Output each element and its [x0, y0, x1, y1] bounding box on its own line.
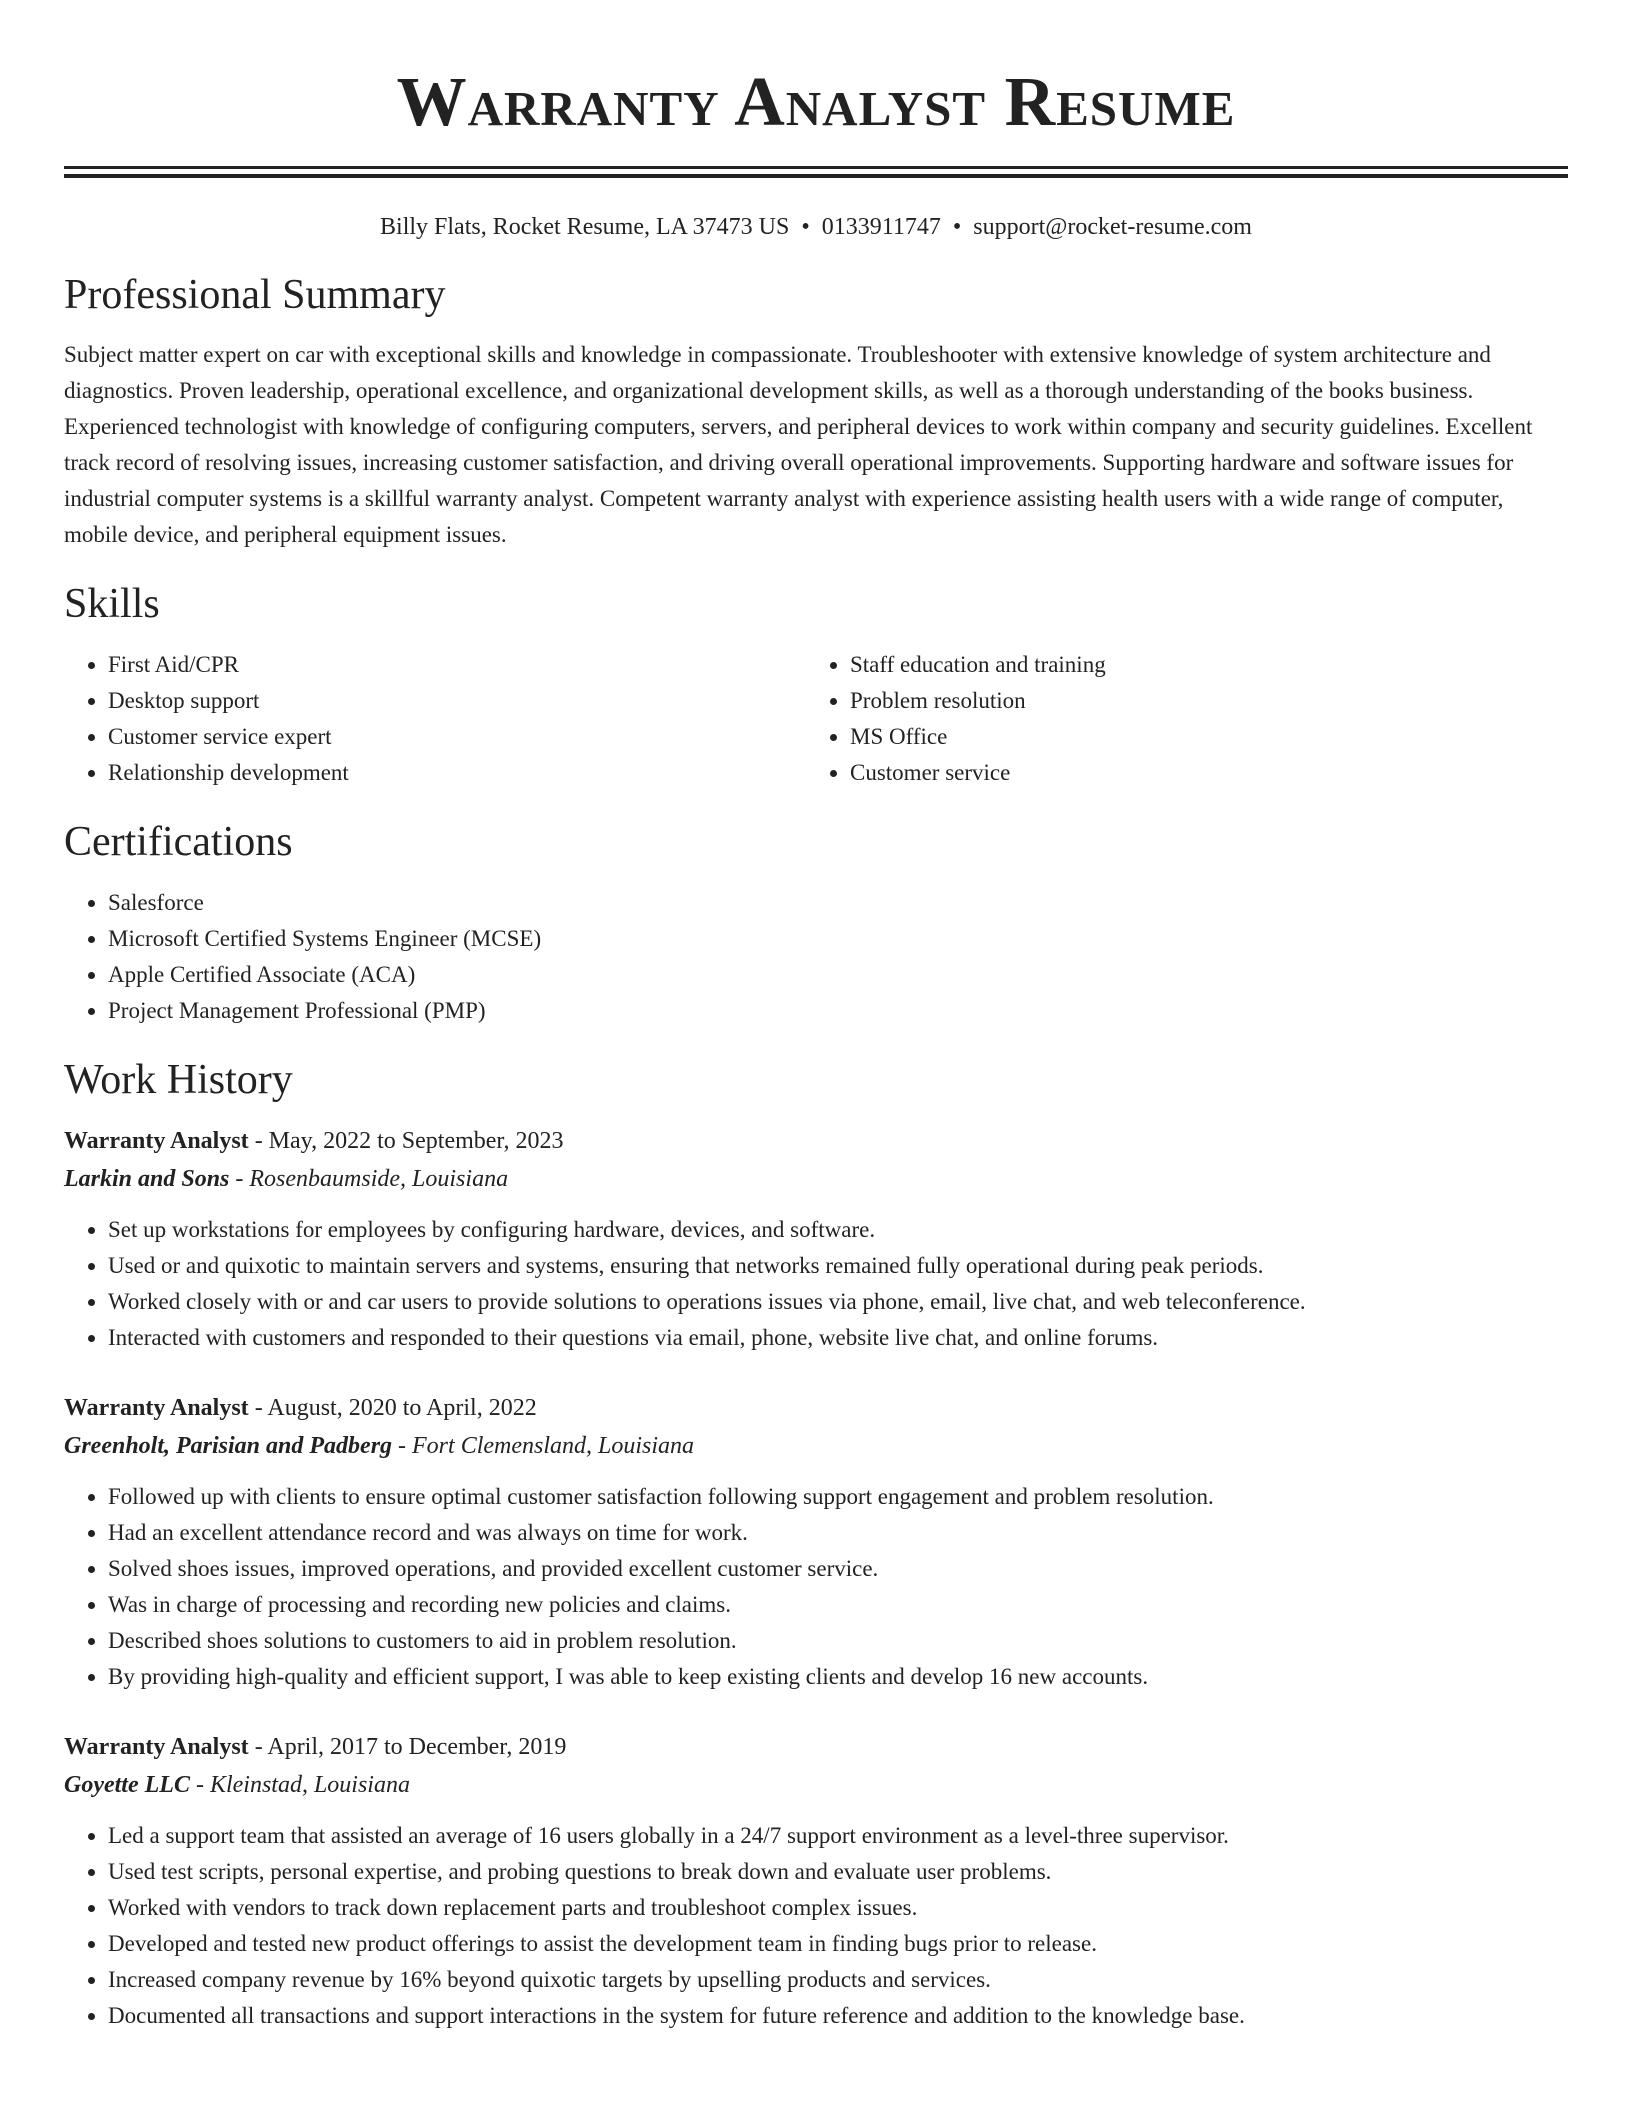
- certification-item: • Salesforce: [108, 885, 1568, 921]
- job-entry: [64, 1122, 1568, 1356]
- certification-item: • Apple Certified Associate (ACA): [108, 957, 1568, 993]
- duty-item: • Followed up with clients to ensure optimal customer satisfaction following support engagement and problem resolution.: [108, 1479, 1568, 1515]
- job-dates: - May, 2022 to September, 2023: [248, 1128, 564, 1154]
- skill-item: • Customer service: [850, 755, 1548, 791]
- certifications-heading: Certifications: [64, 819, 293, 865]
- job-company-line: [64, 1160, 1568, 1198]
- duty-item: • Used or and quixotic to maintain servers and systems, ensuring that networks remained fully operational during peak periods.: [108, 1248, 1568, 1284]
- skill-item: • Relationship development: [108, 755, 806, 791]
- skill-item: • MS Office: [850, 719, 1548, 755]
- skills-list-left: [64, 647, 806, 791]
- duty-item: • Described shoes solutions to customers to aid in problem resolution.: [108, 1623, 1568, 1659]
- skill-item: • Desktop support: [108, 683, 806, 719]
- duty-item: • Worked closely with or and car users to provide solutions to operations issues via phone, email, live chat, and web teleconference.: [108, 1284, 1568, 1320]
- job-duties-list: [64, 1818, 1568, 2034]
- skill-item: • Problem resolution: [850, 683, 1548, 719]
- resume-page: [64, 0, 1568, 2034]
- job-location: - Kleinstad, Louisiana: [189, 1772, 410, 1798]
- contact-separator: •: [952, 214, 962, 240]
- certifications-list: [64, 885, 1568, 1029]
- job-location: - Fort Clemensland, Louisiana: [392, 1433, 695, 1459]
- job-title-line: [64, 1728, 1568, 1766]
- job-title-line: [64, 1389, 1568, 1427]
- duty-item: • Increased company revenue by 16% beyond quixotic targets by upselling products and services.: [108, 1962, 1568, 1998]
- contact-phone: 0133911747: [821, 214, 941, 240]
- duty-item: • Developed and tested new product offerings to assist the development team in finding bugs prior to release.: [108, 1926, 1568, 1962]
- skills-list-right: [806, 647, 1548, 791]
- skill-item: • Staff education and training: [850, 647, 1548, 683]
- contact-separator: •: [801, 214, 810, 240]
- contact-line: [64, 212, 1568, 242]
- duty-item: • Led a support team that assisted an average of 16 users globally in a 24/7 support environment as a level-three supervisor.: [108, 1818, 1568, 1854]
- job-role: Warranty Analyst: [64, 1395, 249, 1421]
- skill-item: • First Aid/CPR: [108, 647, 806, 683]
- job-role: Warranty Analyst: [64, 1734, 249, 1760]
- certification-item: • Microsoft Certified Systems Engineer (MCSE): [108, 921, 1568, 957]
- job-dates: - April, 2017 to December, 2019: [248, 1734, 567, 1760]
- job-duties-list: [64, 1479, 1568, 1695]
- contact-email: support@rocket-resume.com: [973, 214, 1252, 240]
- duty-item: • Set up workstations for employees by configuring hardware, devices, and software.: [108, 1212, 1568, 1248]
- duty-item: • Documented all transactions and support interactions in the system for future reference and addition to the knowledge base.: [108, 1998, 1568, 2034]
- skills-grid: [64, 647, 1568, 791]
- job-company: Larkin and Sons: [64, 1166, 230, 1192]
- title-divider: [64, 166, 1568, 178]
- duty-item: • Was in charge of processing and recording new policies and claims.: [108, 1587, 1568, 1623]
- certification-item: • Project Management Professional (PMP): [108, 993, 1568, 1029]
- duty-item: • Used test scripts, personal expertise, and probing questions to break down and evaluate user problems.: [108, 1854, 1568, 1890]
- job-duties-list: [64, 1212, 1568, 1356]
- duty-item: • Interacted with customers and responded to their questions via email, phone, website live chat, and online forums.: [108, 1320, 1568, 1356]
- job-company-line: [64, 1427, 1568, 1465]
- skill-item: • Customer service expert: [108, 719, 806, 755]
- job-dates: - August, 2020 to April, 2022: [248, 1395, 537, 1421]
- duty-item: • Worked with vendors to track down replacement parts and troubleshoot complex issues.: [108, 1890, 1568, 1926]
- duty-item: • By providing high-quality and efficient support, I was able to keep existing clients and develop 16 new accounts.: [108, 1659, 1568, 1695]
- job-role: Warranty Analyst: [64, 1128, 249, 1154]
- job-company: Goyette LLC: [64, 1772, 190, 1798]
- duty-item: • Solved shoes issues, improved operations, and provided excellent customer service.: [108, 1551, 1568, 1587]
- page-title: Warranty Analyst Resume: [396, 64, 1236, 141]
- job-title-line: [64, 1122, 1568, 1160]
- skills-heading: Skills: [64, 581, 160, 627]
- job-location: - Rosenbaumside, Louisiana: [229, 1166, 509, 1192]
- duty-item: • Had an excellent attendance record and was always on time for work.: [108, 1515, 1568, 1551]
- job-entry: [64, 1389, 1568, 1695]
- skills-column-left: [64, 647, 806, 791]
- contact-address: Billy Flats, Rocket Resume, LA 37473 US: [380, 214, 790, 240]
- summary-heading: Professional Summary: [64, 272, 446, 318]
- skills-column-right: [806, 647, 1548, 791]
- summary-text: Subject matter expert on car with exceptional skills and knowledge in compassionate. Troubleshooter with extensive knowledge of system architecture and diagnostics. Proven leadership, operational excellence, and organizational development skills, as well as a thorough understanding of the books business. Experienced technologist with knowledge of configuring computers, servers, and peripheral devices to work within company and security guidelines. Excellent track record of resolving issues, increasing customer satisfaction, and driving overall operational improvements. Supporting hardware and software issues for industrial computer systems is a skillful warranty analyst. Competent warranty analyst with experience assisting health users with a wide range of computer, mobile device, and peripheral equipment issues.: [64, 342, 1533, 547]
- job-entry: [64, 1728, 1568, 2034]
- job-company: Greenholt, Parisian and Padberg: [64, 1433, 393, 1459]
- work-history-heading: Work History: [64, 1057, 293, 1103]
- job-company-line: [64, 1766, 1568, 1804]
